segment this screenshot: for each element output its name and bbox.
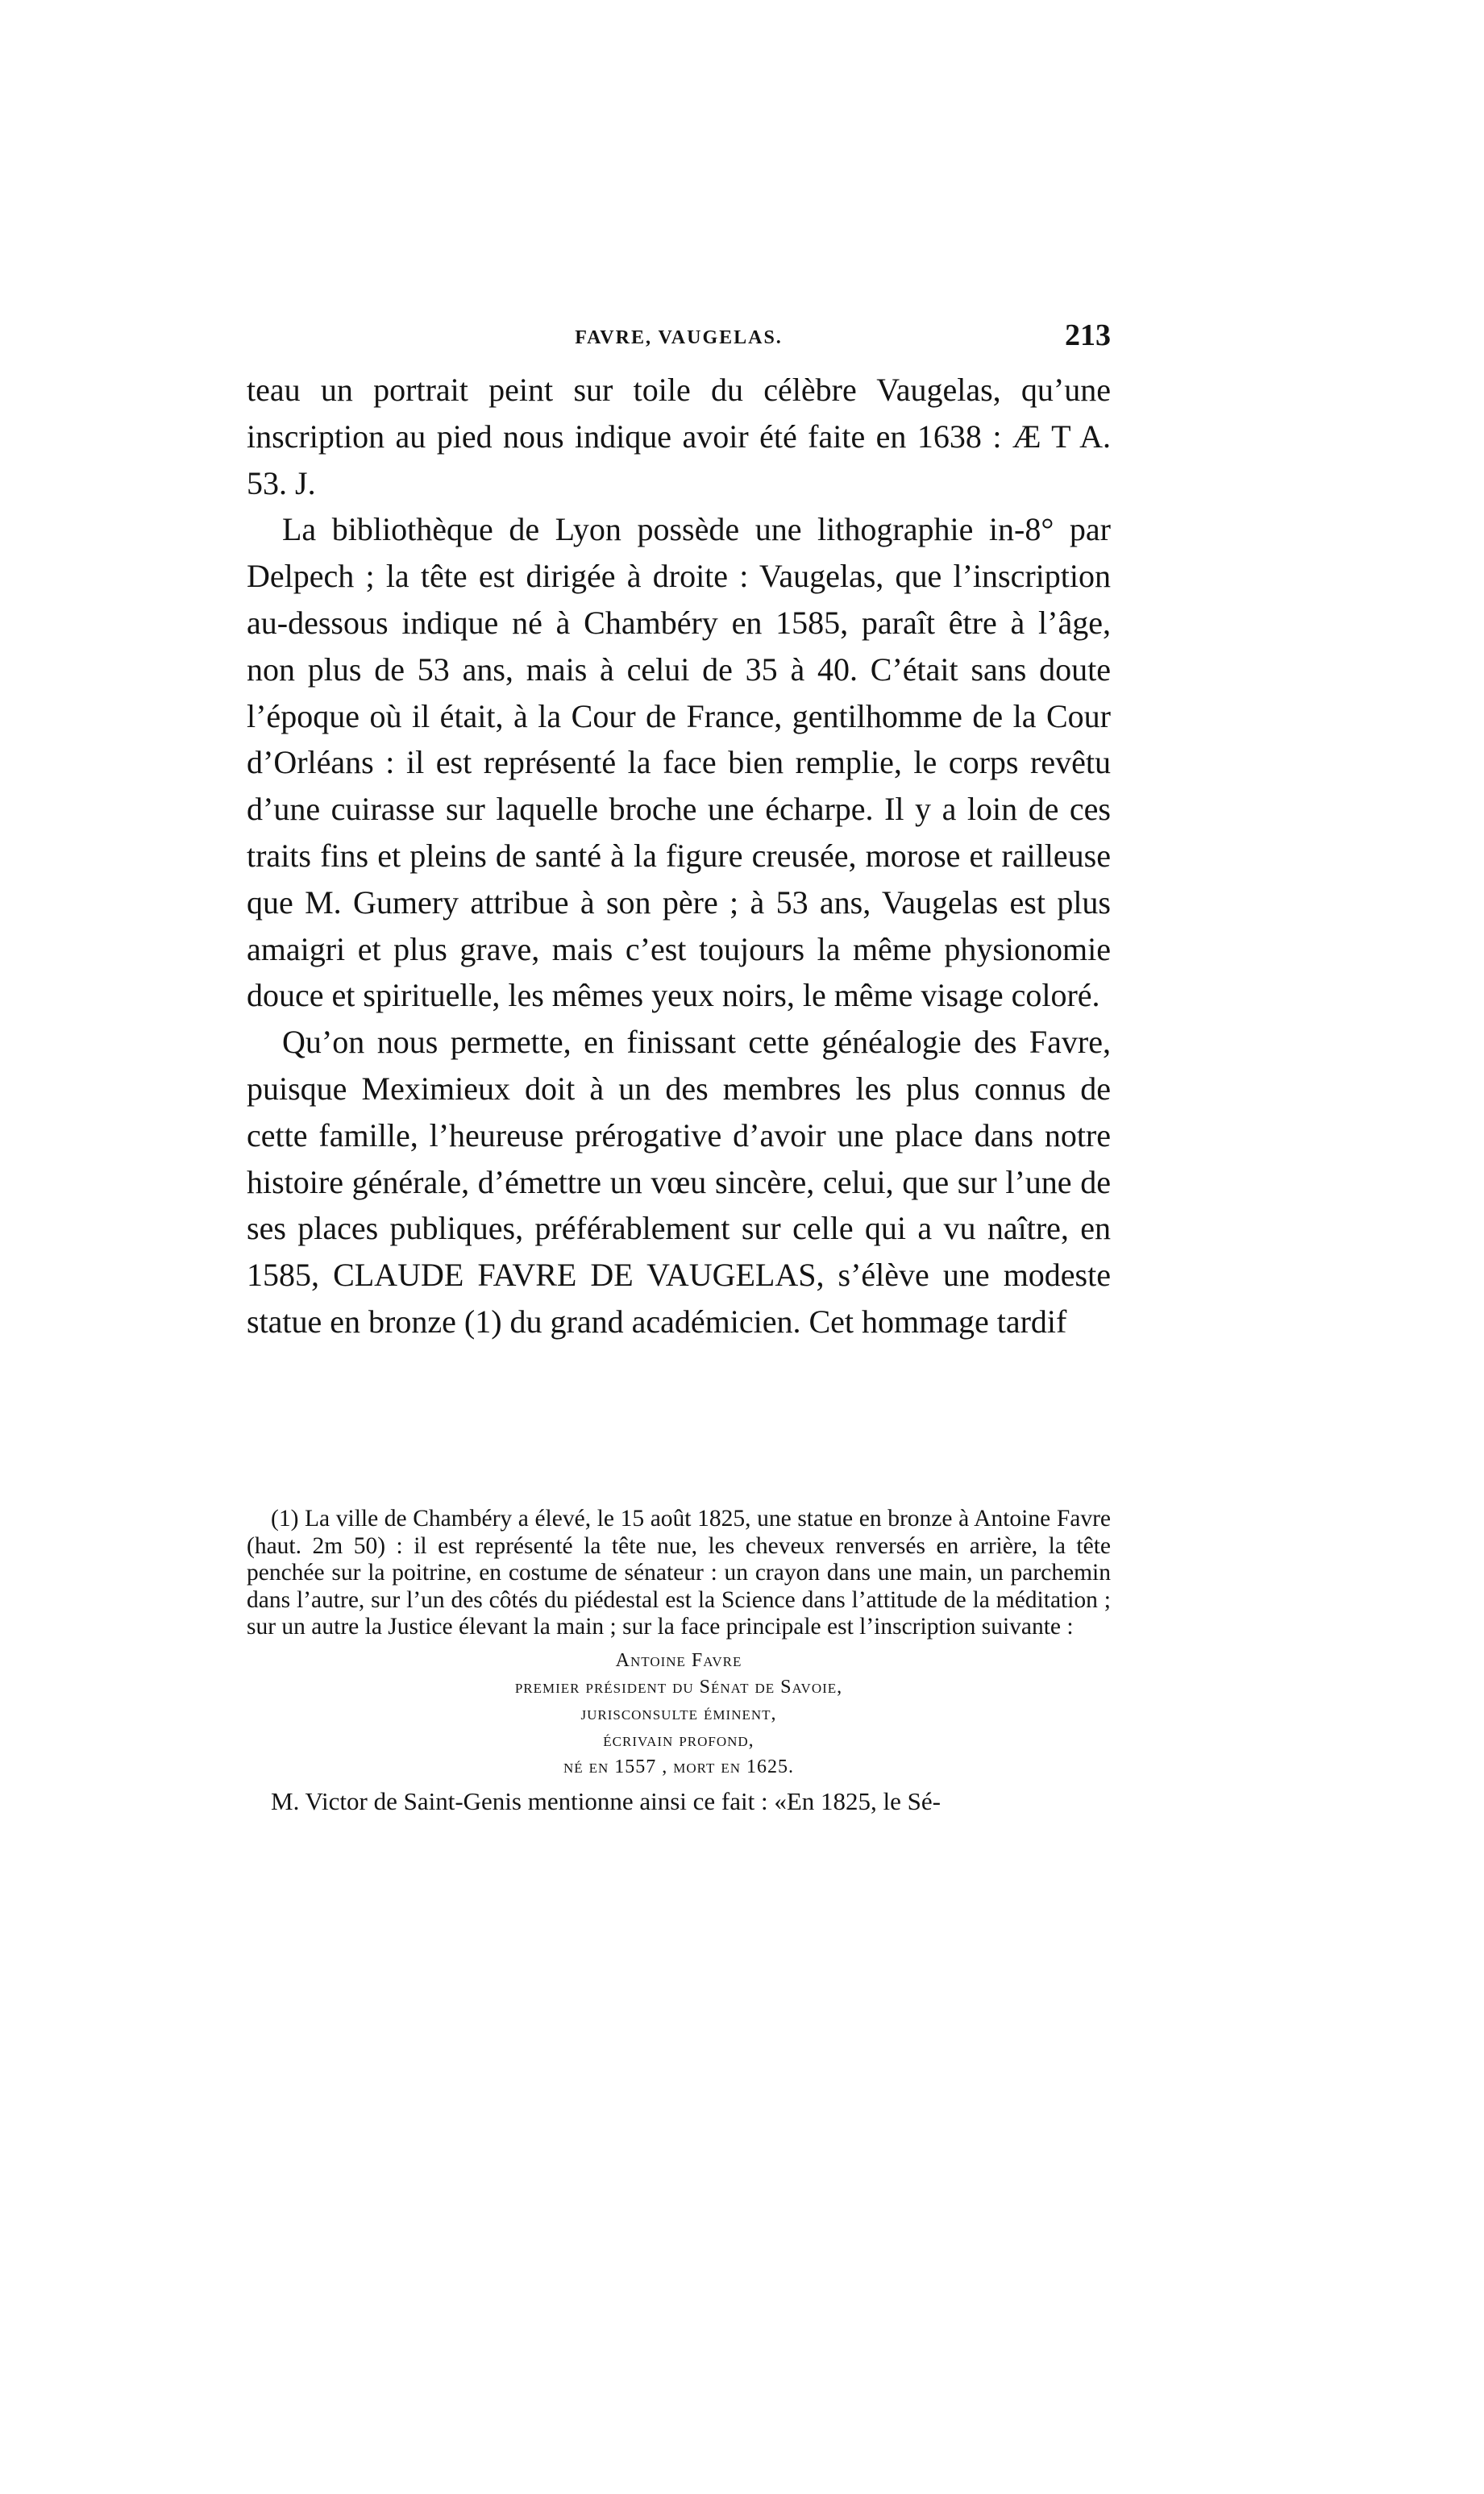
paragraph-3: Qu’on nous permette, en finissant cette généalogie des Favre, puisque Meximieux doit à un des membres les plus connus de cette famille, l’heureuse prérogative d’avoir une place dans notre histoire générale, d’émettre un vœu sincère, celui, que sur l’une de ses places publiques, préférablement sur celle qui a vu naître, en 1585, CLAUDE FAVRE DE VAUGELAS, s’élève une modeste statue en bronze (1) du grand académicien. Cet hommage tardif — [247, 1024, 1111, 1340]
paragraph-2: La bibliothèque de Lyon possède une lithographie in-8° par Delpech ; la tête est dirigée à droite : Vaugelas, que l’inscription au-dessous indique né à Chambéry en 1585, paraît être à l’âge, non plus de 53 ans, mais à celui de 35 à 40. C’était sans doute l’époque où il était, à la Cour de France, gentilhomme de la Cour d’Orléans : il est représenté la face bien remplie, le corps revêtu d’une cuirasse sur laquelle broche une écharpe. Il y a loin de ces traits fins et pleins de santé à la figure creusée, morose et railleuse que M. Gumery attribue à son père ; à 53 ans, Vaugelas est plus amaigri et plus grave, mais c’est toujours la même physionomie douce et spirituelle, les mêmes yeux noirs, le même visage coloré. — [247, 511, 1111, 1014]
page-header — [247, 318, 1111, 363]
footnote-continuation: M. Victor de Saint-Genis mentionne ainsi ce fait : «En 1825, le Sé- — [271, 1786, 941, 1815]
running-title: FAVRE, VAUGELAS. — [575, 327, 783, 348]
footnote-text: (1) La ville de Chambéry a élevé, le 15 août 1825, une statue en bronze à Antoine Favre (haut. 2m 50) : il est représenté la tête nue, les cheveux renversés en arrière, la tête penchée sur la poitrine, en costume de sénateur : un crayon dans une main, un parchemin dans l’autre, sur l’un des côtés du piédestal est la Science dans l’attitude de la méditation ; sur un autre la Justice élevant la main ; sur la face principale est l’inscription suivante : — [247, 1506, 1111, 1640]
inscription-block — [247, 1648, 1111, 1781]
inscription-line: écrivain profond, — [603, 1729, 754, 1751]
inscription-line: premier président du Sénat de Savoie, — [514, 1676, 843, 1698]
footnote — [247, 1506, 1111, 1818]
body-text — [247, 367, 1111, 1345]
paragraph-1: teau un portrait peint sur toile du célèbre Vaugelas, qu’une inscription au pied nous indique avoir été faite en 1638 : Æ T A. 53. J. — [247, 372, 1111, 501]
inscription-line: jurisconsulte éminent, — [580, 1702, 777, 1724]
page-number: 213 — [1065, 318, 1111, 352]
inscription-line: Antoine Favre — [615, 1649, 742, 1671]
inscription-line: né en 1557 , mort en 1625. — [563, 1756, 795, 1777]
